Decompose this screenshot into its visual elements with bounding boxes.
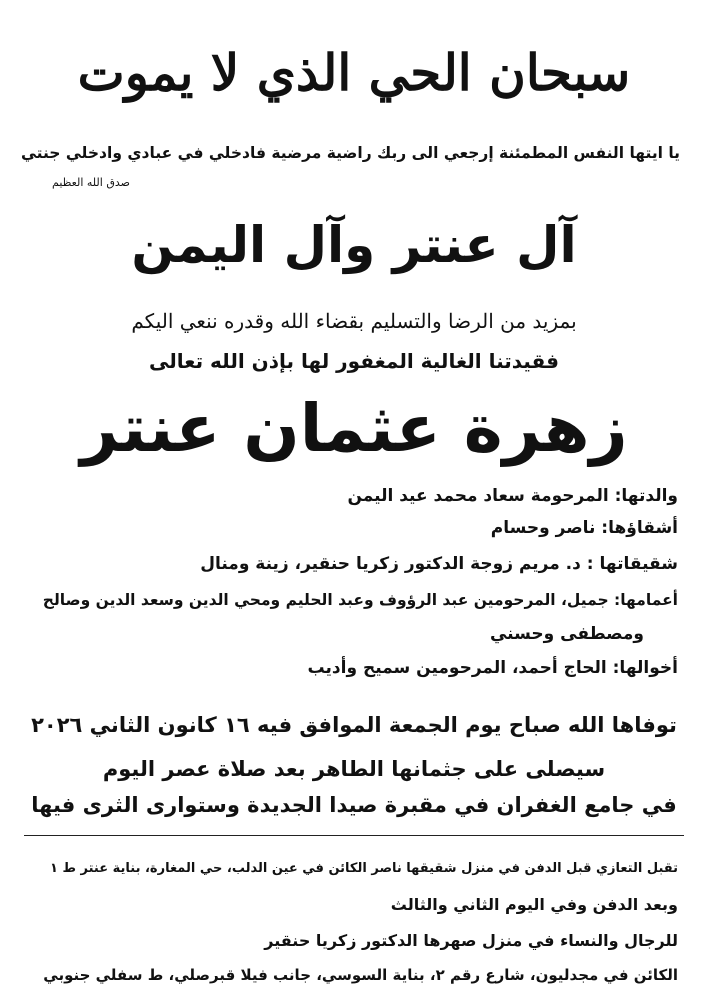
death-date-line: توفاها الله صباح يوم الجمعة الموافق فيه ١٦ كانون الثاني ٢٠٢٦ [31, 713, 677, 737]
verse-source: صدق الله العظيم [52, 176, 130, 189]
condolences-line-3: للرجال والنساء في منزل صهرها الدكتور زكريا حنقير [264, 931, 678, 950]
deceased-name: زهرة عثمان عنتر [80, 390, 628, 467]
calligraphy-header: سبحان الحي الذي لا يموت [77, 43, 631, 102]
relatives-sisters: شقيقاتها : د. مريم زوجة الدكتور زكريا حنقير، زينة ومنال [200, 554, 678, 574]
intro-line-2: فقيدتنا الغالية المغفور لها بإذن الله تعالى [149, 349, 559, 373]
family-names: آل عنتر وآل اليمن [131, 216, 577, 274]
funeral-prayer-line: سيصلى على جثمانها الطاهر بعد صلاة عصر اليوم [102, 757, 606, 781]
condolences-line-2: وبعد الدفن وفي اليوم الثاني والثالث [390, 895, 678, 914]
condolences-line-1: تقبل التعازي قبل الدفن في منزل شقيقها ناصر الكائن في عين الدلب، حي المغارة، بناية عنتر ط ١ [50, 861, 678, 876]
quran-verse: يا ايتها النفس المطمئنة إرجعي الى ربك راضية مرضية فادخلي في عبادي وادخلي جنتي [20, 144, 680, 162]
relatives-uncles-paternal-cont: ومصطفى وحسني [489, 624, 644, 644]
relatives-brothers: أشقاؤها: ناصر وحسام [490, 518, 678, 538]
intro-line-1: بمزيد من الرضا والتسليم بقضاء الله وقدره ننعي اليكم [131, 309, 577, 333]
relatives-uncles-paternal: أعمامها: جميل، المرحومين عبد الرؤوف وعبد الحليم ومحي الدين وسعد الدين وصالح [42, 591, 678, 609]
burial-line: في جامع الغفران في مقبرة صيدا الجديدة وستوارى الثرى فيها [31, 793, 677, 817]
condolences-line-4: الكائن في مجدليون، شارع رقم ٢، بناية السوسي، جانب فيلا قبرصلي، ط سفلي جنوبي [43, 966, 678, 984]
relatives-uncles-maternal: أخوالها: الحاج أحمد، المرحومين سميح وأديب [307, 658, 678, 678]
relatives-mother: والدتها: المرحومة سعاد محمد عيد اليمن [347, 486, 678, 506]
section-divider [24, 835, 684, 836]
